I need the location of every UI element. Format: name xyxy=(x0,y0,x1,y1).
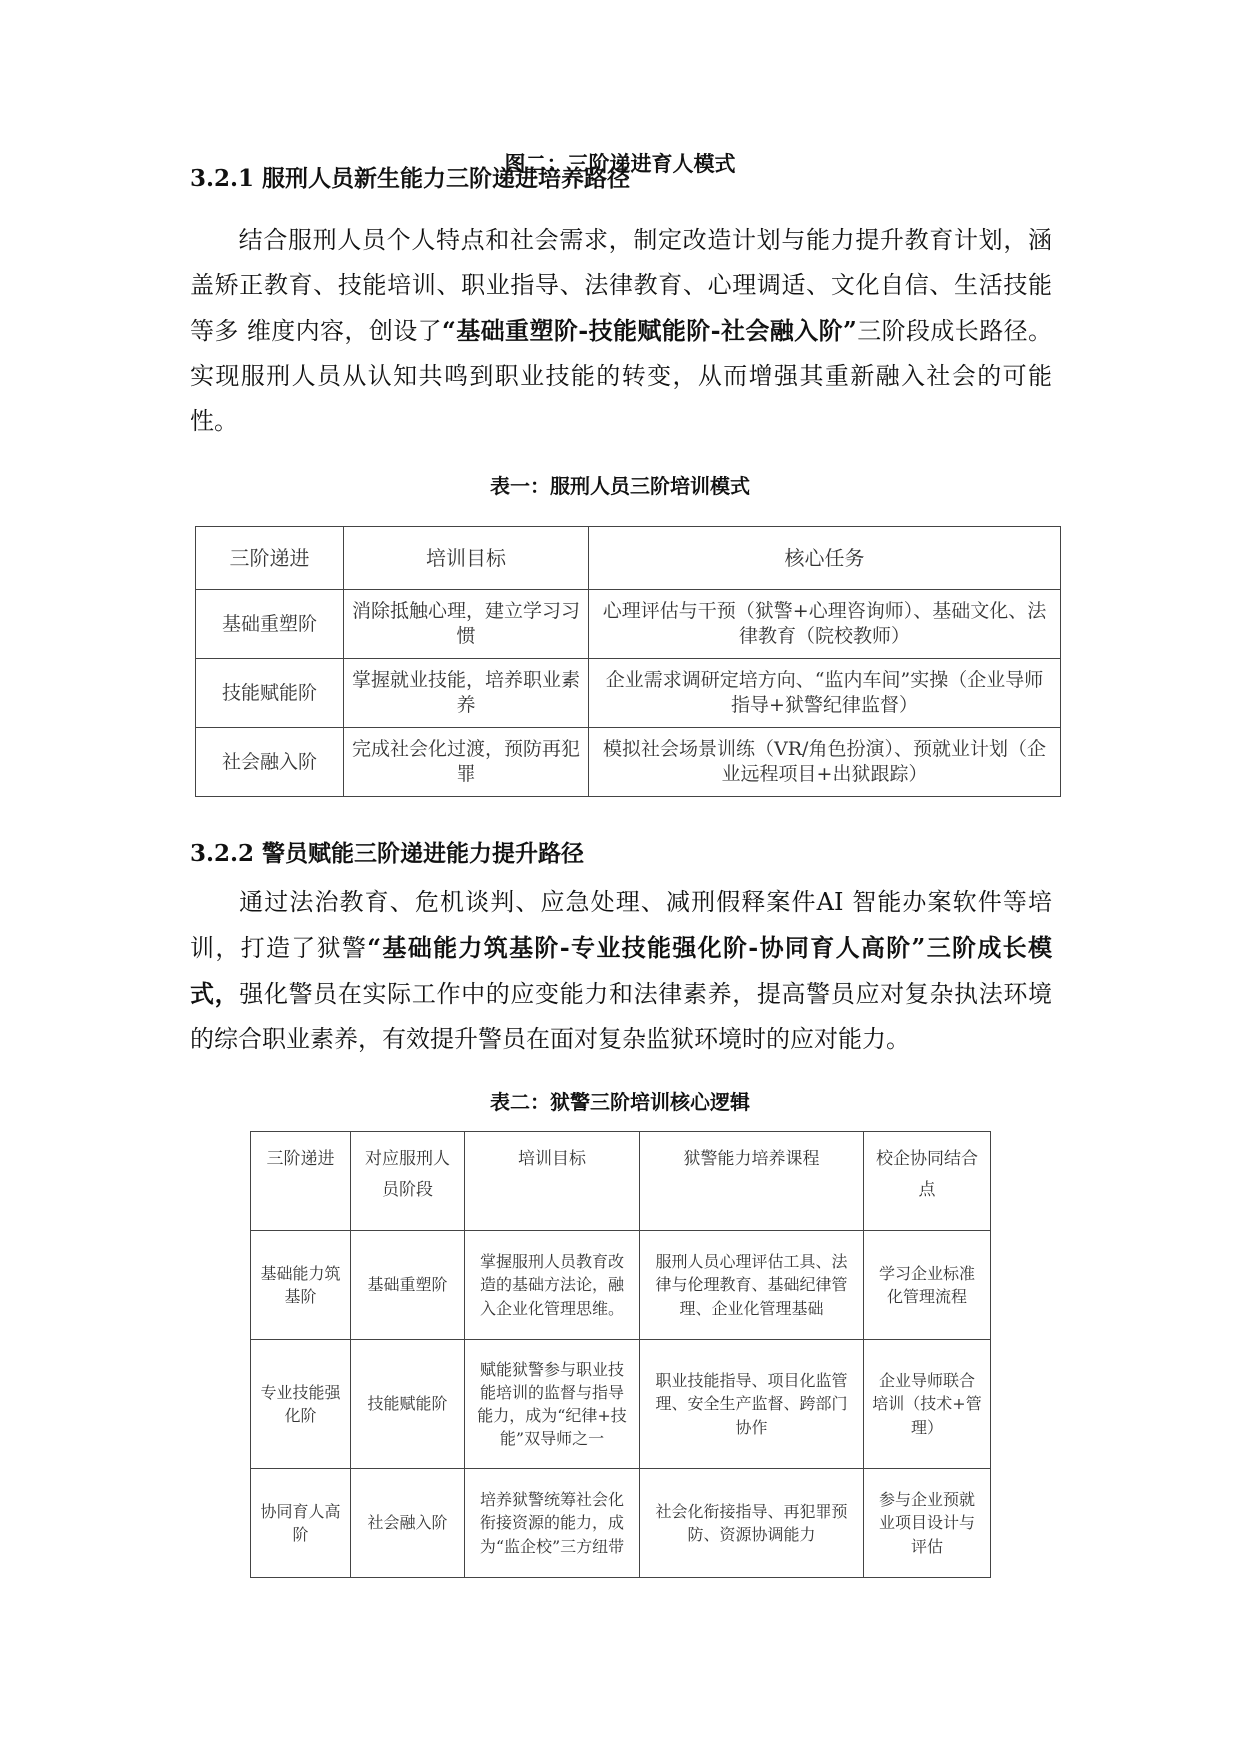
table2-cell: 社会融入阶 xyxy=(351,1469,465,1578)
table2-cell: 学习企业标准化管理流程 xyxy=(864,1231,991,1340)
table2-header-row xyxy=(251,1132,991,1231)
section-heading-3-2-1: 3.2.1 服刑人员新生能力三阶递进培养路径 xyxy=(190,165,631,192)
table2-cell: 培养狱警统筹社会化衔接资源的能力，成为“监企校”三方纽带 xyxy=(465,1469,640,1578)
table1-cell: 技能赋能阶 xyxy=(196,659,344,728)
table1-header: 三阶递进 xyxy=(196,527,344,590)
table1-cell: 模拟社会场景训练（VR/角色扮演）、预就业计划（企业远程项目+出狱跟踪） xyxy=(589,728,1061,797)
table1-cell: 社会融入阶 xyxy=(196,728,344,797)
table2-cell: 基础能力筑基阶 xyxy=(251,1231,351,1340)
table-row xyxy=(196,590,1061,659)
table2-cell: 基础重塑阶 xyxy=(351,1231,465,1340)
table-row xyxy=(251,1340,991,1469)
figure-caption: 图二：三阶递进育人模式 xyxy=(504,151,736,176)
table2-cell: 社会化衔接指导、再犯罪预防、资源协调能力 xyxy=(640,1469,864,1578)
table1-cell: 企业需求调研定培方向、“监内车间”实操（企业导师指导+狱警纪律监督） xyxy=(589,659,1061,728)
section1-paragraph xyxy=(190,218,1052,444)
table1-cell: 掌握就业技能，培养职业素养 xyxy=(344,659,589,728)
table2-cell: 技能赋能阶 xyxy=(351,1340,465,1469)
table2-header: 三阶递进 xyxy=(251,1132,351,1231)
table1-cell: 消除抵触心理，建立学习习惯 xyxy=(344,590,589,659)
section1-text-after: 三阶段成长路径。实现服刑人员从认知共鸣到职业技能的转变，从而增强其重新融入社会的可能性。 xyxy=(190,317,1053,435)
section2-text-after: 强化警员在实际工作中的应变能力和法律素养，提高警员应对复杂执法环境的综合职业素养，有效提升警员在面对复杂监狱环境时的应对能力。 xyxy=(190,980,1053,1053)
table2-cell: 协同育人高阶 xyxy=(251,1469,351,1578)
section2-text-bold: “基础能力筑基阶-专业技能强化阶-协同育人高阶”三阶成长模式， xyxy=(190,933,1053,1008)
table1-header-row xyxy=(196,527,1061,590)
table1 xyxy=(195,526,1061,797)
table2-caption: 表二：狱警三阶培训核心逻辑 xyxy=(490,1090,750,1114)
section-heading-3-2-2: 3.2.2 警员赋能三阶递进能力提升路径 xyxy=(190,840,585,867)
section1-text-bold: “基础重塑阶-技能赋能阶-社会融入阶” xyxy=(442,316,857,345)
table2 xyxy=(250,1131,991,1578)
table2-cell: 服刑人员心理评估工具、法律与伦理教育、基础纪律管理、企业化管理基础 xyxy=(640,1231,864,1340)
table2-header: 校企协同结合点 xyxy=(864,1132,991,1231)
table1-cell: 心理评估与干预（狱警+心理咨询师）、基础文化、法律教育（院校教师） xyxy=(589,590,1061,659)
section1-text-before: 结合服刑人员个人特点和社会需求，制定改造计划与能力提升教育计划，涵盖矫正教育、技能培训、职业指导、法律教育、心理调适、文化自信、生活技能等多 维度内容，创设了 xyxy=(190,226,1052,345)
table-row xyxy=(196,659,1061,728)
table1-cell: 基础重塑阶 xyxy=(196,590,344,659)
table1-header: 核心任务 xyxy=(589,527,1061,590)
table2-cell: 企业导师联合培训（技术+管理） xyxy=(864,1340,991,1469)
table2-header: 对应服刑人员阶段 xyxy=(351,1132,465,1231)
table1-header: 培训目标 xyxy=(344,527,589,590)
table1-cell: 完成社会化过渡，预防再犯罪 xyxy=(344,728,589,797)
table2-cell: 赋能狱警参与职业技能培训的监督与指导能力，成为“纪律+技能”双导师之一 xyxy=(465,1340,640,1469)
table-row xyxy=(196,728,1061,797)
table2-cell: 职业技能指导、项目化监管理、安全生产监督、跨部门协作 xyxy=(640,1340,864,1469)
table1-caption: 表一：服刑人员三阶培训模式 xyxy=(490,474,750,498)
table2-cell: 专业技能强化阶 xyxy=(251,1340,351,1469)
table2-header: 狱警能力培养课程 xyxy=(640,1132,864,1231)
table-row xyxy=(251,1231,991,1340)
table2-cell: 掌握服刑人员教育改造的基础方法论，融入企业化管理思维。 xyxy=(465,1231,640,1340)
section2-paragraph xyxy=(190,880,1052,1062)
table2-header: 培训目标 xyxy=(465,1132,640,1231)
table-row xyxy=(251,1469,991,1578)
table2-cell: 参与企业预就业项目设计与评估 xyxy=(864,1469,991,1578)
section2-text-before: 通过法治教育、危机谈判、应急处理、减刑假释案件AI 智能办案软件等培训，打造了狱警 xyxy=(190,888,1052,962)
